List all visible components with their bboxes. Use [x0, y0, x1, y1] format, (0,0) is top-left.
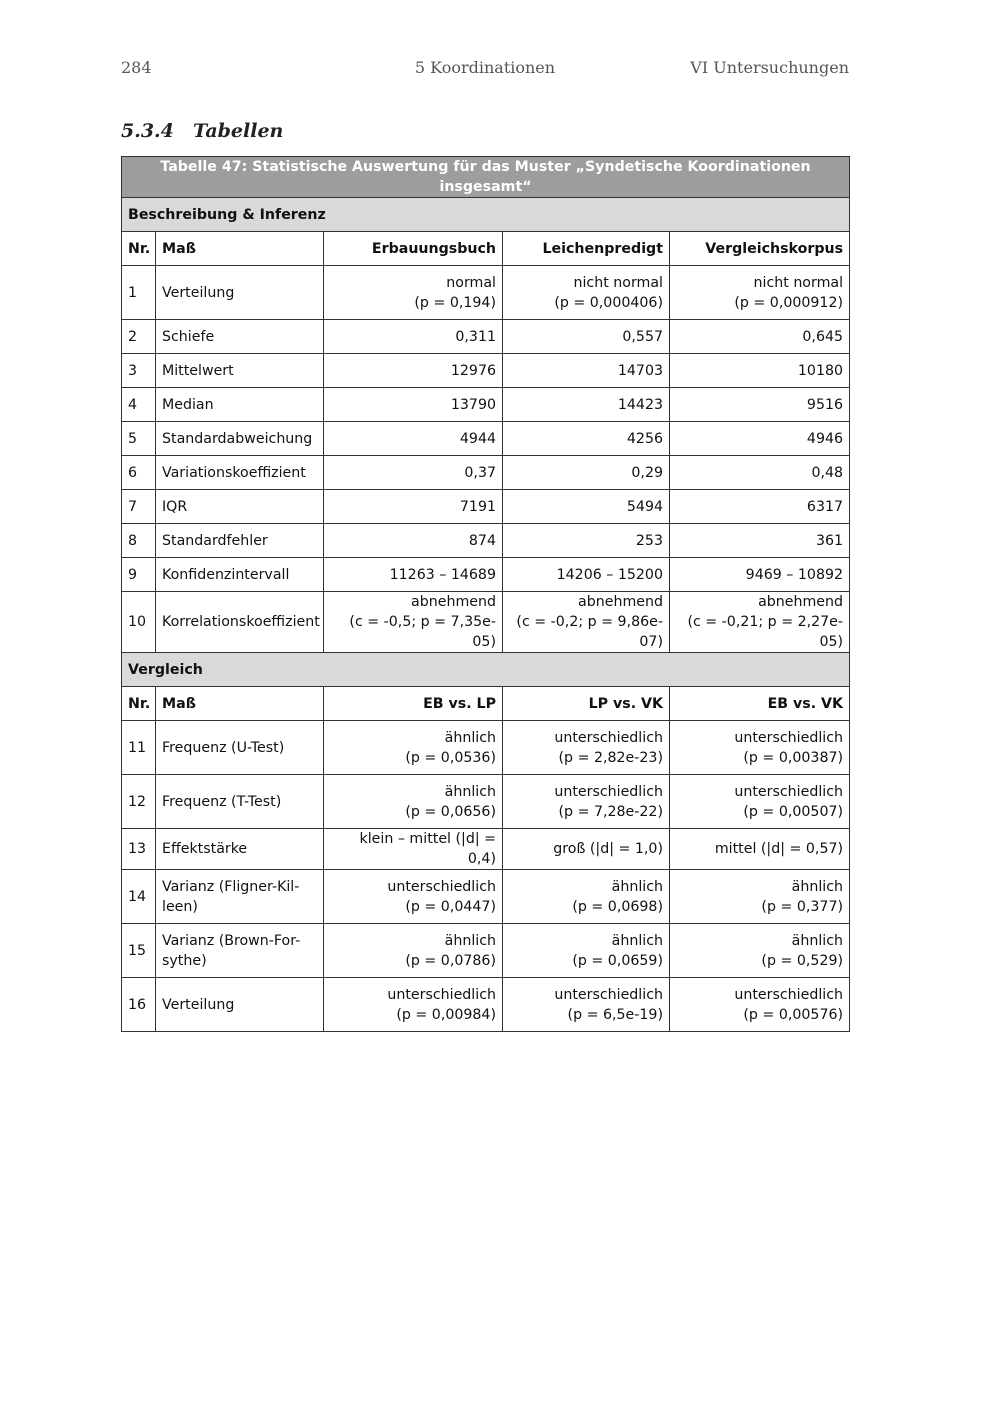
cell-value-line: (p = 0,0698): [572, 898, 663, 915]
cell-value: [503, 870, 670, 924]
page-number: 284: [121, 58, 152, 77]
part-title: VI Untersuchungen: [690, 58, 849, 77]
cell-value-line: (p = 0,0786): [405, 952, 496, 969]
cell-value: [324, 775, 503, 829]
cell-value: [503, 490, 670, 524]
cell-value: [670, 388, 850, 422]
cell-value-line: nicht normal: [573, 274, 663, 291]
cell-value-line: ähnlich: [611, 878, 663, 895]
column-header-lp-vs-vk: LP vs. VK: [503, 687, 670, 721]
cell-value: [503, 456, 670, 490]
cell-value-line: ähnlich: [444, 932, 496, 949]
column-header-eb-vs-vk: EB vs. VK: [670, 687, 850, 721]
cell-nr: 1: [122, 266, 156, 320]
cell-mass: Standardabweichung: [156, 422, 324, 456]
cell-value-line: groß (|d| = 1,0): [553, 841, 663, 857]
column-header-row: [122, 232, 850, 266]
column-header-row: [122, 687, 850, 721]
cell-nr: 2: [122, 320, 156, 354]
cell-value-line: 14206 – 15200: [556, 566, 663, 583]
table-row: [122, 558, 850, 592]
cell-mass: Varianz (Brown-For-sythe): [156, 924, 324, 978]
cell-nr: 14: [122, 870, 156, 924]
cell-value-line: nicht normal: [753, 274, 844, 291]
cell-nr: 8: [122, 524, 156, 558]
cell-value-line: unterschiedlich: [387, 986, 496, 1003]
table-row: [122, 456, 850, 490]
cell-mass: Verteilung: [156, 978, 324, 1032]
cell-value: [670, 422, 850, 456]
cell-value-line: ähnlich: [611, 932, 663, 949]
cell-value-line: ähnlich: [791, 878, 844, 895]
running-header: [121, 58, 849, 82]
section-number: 5.3.4: [121, 120, 174, 142]
cell-value-line: 12976: [450, 362, 496, 379]
column-header-eb-vs-lp: EB vs. LP: [324, 687, 503, 721]
cell-value: [503, 592, 670, 653]
cell-mass: Standardfehler: [156, 524, 324, 558]
cell-value: [670, 320, 850, 354]
table-row: [122, 829, 850, 870]
cell-value: [324, 870, 503, 924]
cell-value: [503, 978, 670, 1032]
cell-value-line: (c = -0,5; p = 7,35e-05): [349, 614, 496, 650]
section-row-inference: [122, 198, 850, 232]
cell-value: [503, 721, 670, 775]
cell-mass: Frequenz (T-Test): [156, 775, 324, 829]
cell-value-line: mittel (|d| = 0,57): [714, 841, 844, 857]
cell-value-line: 11263 – 14689: [389, 566, 496, 583]
cell-value-line: 14703: [617, 362, 663, 379]
cell-nr: 16: [122, 978, 156, 1032]
cell-value-line: (p = 0,00984): [396, 1006, 496, 1023]
cell-mass: Effektstärke: [156, 829, 324, 870]
cell-mass: IQR: [156, 490, 324, 524]
cell-value: [324, 266, 503, 320]
cell-nr: 9: [122, 558, 156, 592]
cell-value-line: (p = 0,194): [414, 294, 496, 311]
cell-value: [324, 456, 503, 490]
cell-value: [503, 354, 670, 388]
cell-value-line: unterschiedlich: [734, 783, 844, 800]
table-row: [122, 721, 850, 775]
cell-value-line: 5494: [626, 498, 663, 515]
cell-value-line: unterschiedlich: [387, 878, 496, 895]
table-body: [122, 157, 850, 1032]
cell-value: [670, 558, 850, 592]
cell-value-line: (p = 7,28e-22): [558, 803, 663, 820]
cell-value-line: unterschiedlich: [734, 986, 844, 1003]
cell-value: [324, 924, 503, 978]
cell-value-line: 10180: [797, 362, 844, 379]
section-heading: [121, 120, 283, 142]
cell-value-line: (p = 0,377): [761, 898, 844, 915]
table-row: [122, 870, 850, 924]
table-caption-row: [122, 157, 850, 198]
cell-mass: Schiefe: [156, 320, 324, 354]
cell-value-line: unterschiedlich: [554, 729, 663, 746]
cell-value-line: 0,29: [631, 464, 663, 481]
table-row: [122, 924, 850, 978]
cell-value: [324, 490, 503, 524]
cell-value: [670, 721, 850, 775]
cell-value: [503, 524, 670, 558]
cell-value-line: (c = -0,2; p = 9,86e-07): [516, 614, 663, 650]
cell-mass: Median: [156, 388, 324, 422]
table-row: [122, 524, 850, 558]
cell-value-line: 0,645: [802, 328, 844, 345]
table-row: [122, 775, 850, 829]
cell-nr: 11: [122, 721, 156, 775]
cell-value: [670, 354, 850, 388]
cell-value-line: abnehmend: [411, 594, 496, 610]
cell-value: [324, 829, 503, 870]
cell-value: [503, 422, 670, 456]
cell-mass: Frequenz (U-Test): [156, 721, 324, 775]
cell-value-line: 14423: [617, 396, 663, 413]
cell-value-line: (p = 0,00576): [743, 1006, 844, 1023]
cell-value-line: 0,557: [622, 328, 663, 345]
cell-value: [670, 266, 850, 320]
cell-mass: Konfidenzintervall: [156, 558, 324, 592]
cell-value-line: 9516: [806, 396, 844, 413]
cell-value: [670, 524, 850, 558]
cell-value-line: (p = 0,000912): [734, 294, 844, 311]
cell-value-line: (p = 2,82e-23): [558, 749, 663, 766]
cell-value-line: ähnlich: [444, 729, 496, 746]
cell-nr: 3: [122, 354, 156, 388]
section-title-comparison: Vergleich: [122, 653, 850, 687]
table-row: [122, 354, 850, 388]
cell-nr: 13: [122, 829, 156, 870]
column-header-mass: Maß: [156, 232, 324, 266]
cell-value-line: 0,37: [464, 464, 496, 481]
cell-value: [670, 829, 850, 870]
cell-value: [503, 388, 670, 422]
cell-value: [324, 422, 503, 456]
cell-value-line: 0,48: [811, 464, 844, 481]
cell-value: [324, 558, 503, 592]
cell-nr: 5: [122, 422, 156, 456]
cell-value-line: normal: [446, 274, 496, 291]
cell-mass: Verteilung: [156, 266, 324, 320]
cell-value: [324, 388, 503, 422]
column-header-leichenpredigt: Leichenpredigt: [503, 232, 670, 266]
cell-value-line: 6317: [806, 498, 844, 515]
cell-value-line: ähnlich: [791, 932, 844, 949]
cell-nr: 7: [122, 490, 156, 524]
cell-mass: Variationskoeffizient: [156, 456, 324, 490]
cell-value: [670, 870, 850, 924]
cell-value: [503, 558, 670, 592]
cell-value: [670, 775, 850, 829]
table-row: [122, 422, 850, 456]
column-header-vergleichskorpus: Vergleichskorpus: [670, 232, 850, 266]
cell-value-line: ähnlich: [444, 783, 496, 800]
cell-value-line: (c = -0,21; p = 2,27e-05): [687, 614, 844, 650]
table-row: [122, 388, 850, 422]
section-row-comparison: [122, 653, 850, 687]
cell-nr: 15: [122, 924, 156, 978]
cell-value-line: (p = 0,00387): [743, 749, 844, 766]
cell-value-line: (p = 0,0536): [405, 749, 496, 766]
chapter-title: 5 Koordinationen: [414, 58, 556, 77]
cell-value-line: 874: [468, 532, 496, 549]
cell-value: [324, 354, 503, 388]
column-header-erbauungsbuch: Erbauungsbuch: [324, 232, 503, 266]
cell-value-line: (p = 0,00507): [743, 803, 844, 820]
cell-value-line: unterschiedlich: [734, 729, 844, 746]
cell-mass: Mittelwert: [156, 354, 324, 388]
column-header-nr: Nr.: [122, 232, 156, 266]
cell-value-line: 4256: [626, 430, 663, 447]
table-row: [122, 320, 850, 354]
cell-value: [670, 924, 850, 978]
cell-value-line: 7191: [459, 498, 496, 515]
cell-value: [503, 775, 670, 829]
table-row: [122, 266, 850, 320]
cell-value: [670, 592, 850, 653]
cell-value-line: (p = 0,0656): [405, 803, 496, 820]
section-title-inference: Beschreibung & Inferenz: [122, 198, 850, 232]
cell-value: [670, 490, 850, 524]
cell-value: [324, 524, 503, 558]
cell-value-line: unterschiedlich: [554, 986, 663, 1003]
cell-value-line: (p = 0,0447): [405, 898, 496, 915]
statistics-table: [121, 156, 850, 1032]
cell-nr: 10: [122, 592, 156, 653]
cell-value-line: (p = 6,5e-19): [567, 1006, 663, 1023]
cell-value-line: unterschiedlich: [554, 783, 663, 800]
cell-value: [503, 924, 670, 978]
cell-nr: 4: [122, 388, 156, 422]
cell-value-line: klein – mittel (|d| = 0,4): [359, 831, 496, 867]
cell-value-line: 0,311: [455, 328, 496, 345]
cell-value: [324, 978, 503, 1032]
section-title: Tabellen: [193, 120, 284, 142]
cell-value-line: (p = 0,000406): [554, 294, 663, 311]
table-row: [122, 490, 850, 524]
table-row: [122, 592, 850, 653]
cell-value: [670, 456, 850, 490]
cell-value-line: 253: [635, 532, 663, 549]
cell-nr: 12: [122, 775, 156, 829]
cell-value: [324, 721, 503, 775]
cell-value-line: 9469 – 10892: [745, 566, 844, 583]
cell-value: [324, 320, 503, 354]
column-header-mass: Maß: [156, 687, 324, 721]
table-row: [122, 978, 850, 1032]
cell-value-line: abnehmend: [578, 594, 663, 610]
cell-value: [324, 592, 503, 653]
cell-value-line: 4946: [806, 430, 844, 447]
cell-value: [503, 320, 670, 354]
cell-value-line: 13790: [450, 396, 496, 413]
cell-value-line: (p = 0,0659): [572, 952, 663, 969]
cell-value: [670, 978, 850, 1032]
cell-value-line: (p = 0,529): [761, 952, 844, 969]
cell-mass: Varianz (Fligner-Kil-leen): [156, 870, 324, 924]
cell-value-line: 361: [815, 532, 844, 549]
cell-value: [503, 829, 670, 870]
cell-nr: 6: [122, 456, 156, 490]
cell-mass: Korrelationskoeffizient: [156, 592, 324, 653]
column-header-nr: Nr.: [122, 687, 156, 721]
cell-value-line: abnehmend: [758, 594, 844, 610]
table-caption: Tabelle 47: Statistische Auswertung für das Muster „Syndetische Koordinationen insgesamt“: [122, 157, 850, 198]
cell-value-line: 4944: [459, 430, 496, 447]
cell-value: [503, 266, 670, 320]
